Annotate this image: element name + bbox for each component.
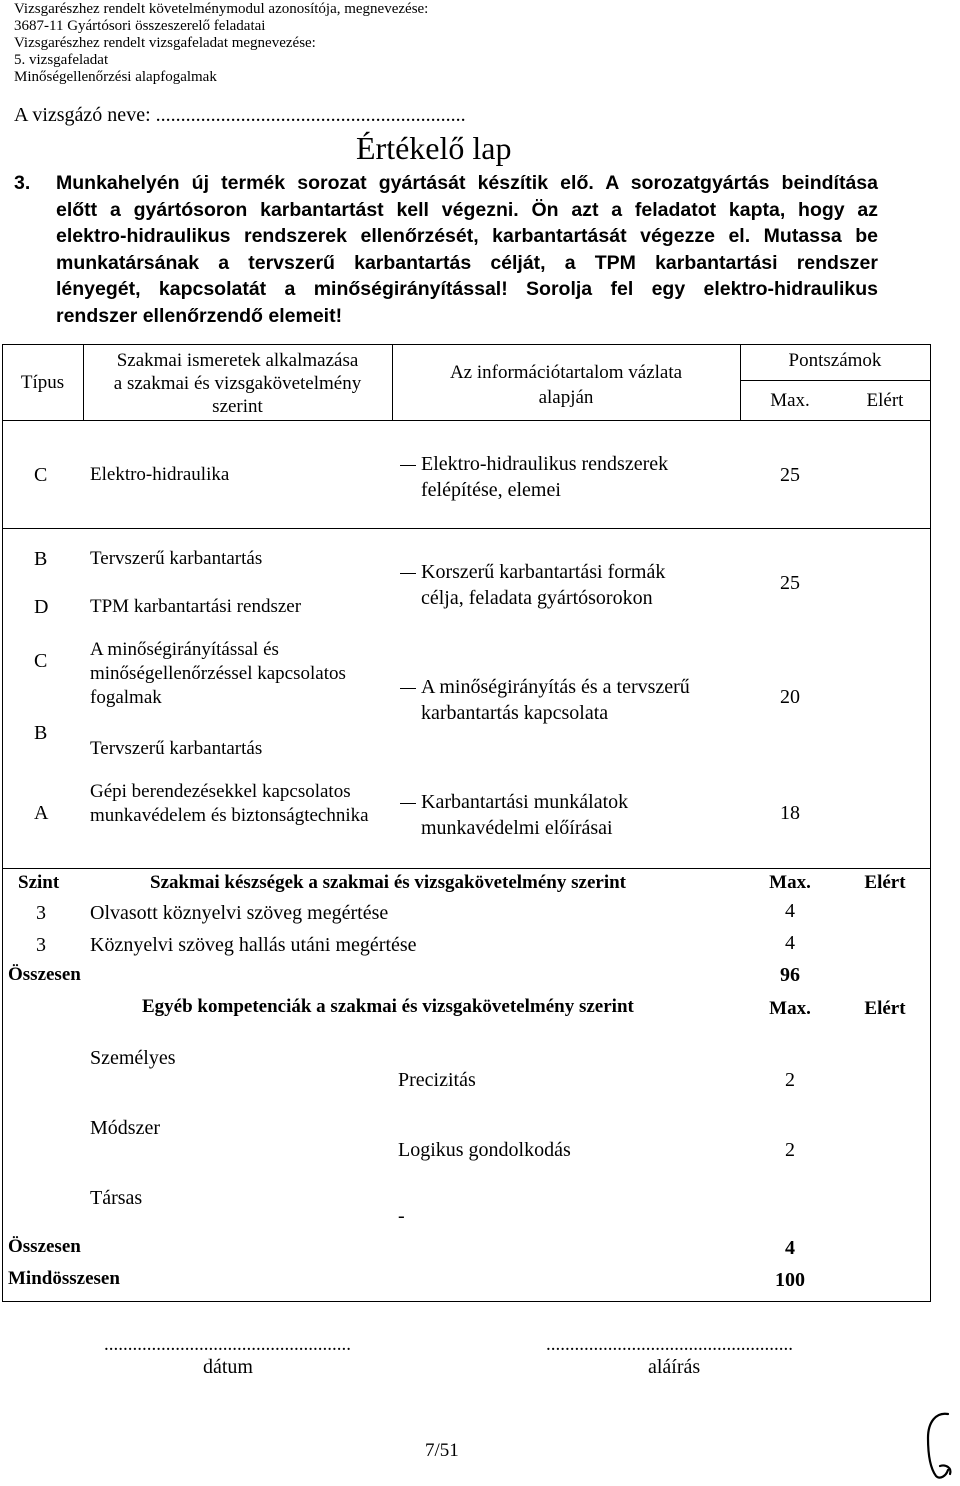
competency-category: Személyes [90,1047,176,1069]
signature-label: aláírás [648,1356,701,1378]
column-header-achieved: Elért [866,390,904,411]
row-knowledge: Gépi berendezésekkel kapcsolatos munkavédelem és biztonságtechnika [90,781,369,826]
row-max-points: 25 [780,464,800,486]
table-border [2,344,931,345]
task-line: Munkahelyén új termék sorozat gyártását készítik elő. A sorozatgyártás beindítása [56,172,878,194]
skills-total-label: Összesen [8,964,81,985]
skill-max: 4 [785,900,795,922]
row-type: B [34,722,48,744]
row-max-points: 20 [780,686,800,708]
row-type: A [34,802,49,824]
table-border [2,1301,931,1302]
handwritten-initial [918,1408,958,1484]
competency-category: Társas [90,1187,143,1209]
table-border [740,380,930,381]
competencies-max-header: Max. [769,998,811,1019]
header-text: szerint [212,396,263,417]
skills-title: Szakmai készségek a szakmai és vizsgakövetelmény szerint [150,872,626,893]
table-border [2,344,3,1301]
row-knowledge: Tervszerű karbantartás [90,548,263,569]
row-type: D [34,596,49,618]
competency-category: Módszer [90,1117,160,1139]
task-number: 3. [14,172,31,194]
skill-level: 3 [36,902,46,924]
module-id-label: Vizsgarészhez rendelt követelménymodul azonosítója, megnevezése: [14,1,429,17]
skills-level-header: Szint [18,872,60,893]
column-header-knowledge [83,349,392,418]
row-type: B [34,548,48,570]
header-text: Az információtartalom vázlata [449,362,683,383]
info-text: Korszerű karbantartási formák [421,561,666,583]
skills-achieved-header: Elért [864,872,906,893]
row-knowledge: TPM karbantartási rendszer [90,596,302,617]
task-line: elektro-hidraulikus rendszerek ellenőrzését, karbantartását végezze el. Mutassa be [56,225,878,247]
table-border [930,344,931,1301]
competency-item: - [398,1205,405,1227]
skills-total: 96 [780,964,800,986]
row-max-points: 18 [780,802,800,824]
competency-max: 2 [785,1069,795,1091]
competencies-achieved-header: Elért [864,998,906,1019]
exam-task-name: Minőségellenőrzési alapfogalmak [14,69,217,85]
page-title: Értékelő lap [356,130,512,166]
skill-name: Olvasott köznyelvi szöveg megértése [90,902,389,924]
task-line: lényegét, kapcsolatát a minőségirányítással! Sorolja fel egy elektro-hidraulikus [56,278,878,300]
row-knowledge: Elektro-hidraulika [90,464,230,485]
date-dots: .................................................... [104,1334,351,1355]
list-dash [400,573,416,574]
skills-max-header: Max. [769,872,811,893]
column-header-type: Típus [20,372,65,393]
competencies-title: Egyéb kompetenciák a szakmai és vizsgakövetelmény szerint [142,996,634,1017]
grand-total: 100 [775,1269,805,1291]
competencies-total-label: Összesen [8,1236,81,1257]
header-text: a szakmai és vizsgakövetelmény [113,373,362,394]
exam-task-label: Vizsgarészhez rendelt vizsgafeladat megnevezése: [14,35,316,51]
header-text: alapján [538,387,594,408]
column-header-info [392,360,740,410]
list-dash [400,465,416,466]
task-description [56,170,878,329]
row-knowledge: Tervszerű karbantartás [90,738,263,759]
info-text: karbantartás kapcsolata [421,702,609,724]
header-text: Szakmai ismeretek alkalmazása [116,350,359,371]
row-info [421,559,665,611]
info-text: munkavédelmi előírásai [421,817,613,839]
table-border [2,868,931,869]
info-text: A minőségirányítás és a tervszerű [421,676,690,698]
row-info [421,789,628,841]
row-max-points: 25 [780,572,800,594]
competencies-total: 4 [785,1237,795,1259]
task-line: munkatársának a tervszerű karbantartás célját, a TPM karbantartási rendszer [56,251,878,274]
skill-level: 3 [36,934,46,956]
task-line: rendszer ellenőrzendő elemeit! [56,304,343,327]
info-text: Karbantartási munkálatok [421,791,629,813]
grand-total-label: Mindösszesen [8,1268,120,1289]
column-header-max: Max. [770,390,810,411]
signature-dots: .................................................... [546,1334,793,1355]
competency-max: 2 [785,1139,795,1161]
info-text: célja, feladata gyártósorokon [421,587,653,609]
date-label: dátum [203,1356,253,1378]
row-type: C [34,464,48,486]
table-border [2,420,931,421]
list-dash [400,803,416,804]
row-info [421,674,690,726]
skill-max: 4 [785,932,795,954]
competency-item: Logikus gondolkodás [398,1139,571,1161]
row-info [421,451,668,503]
row-type: C [34,650,48,672]
row-knowledge: A minőségirányítással és minőségellenőrzéssel kapcsolatos fogalmak [90,639,346,708]
competency-item: Precizitás [398,1069,476,1091]
skill-name: Köznyelvi szöveg hallás utáni megértése [90,934,417,956]
task-line: előtt a gyártósoron karbantartást kell végezni. Ön azt a feladatot kapta, hogy az [56,198,878,221]
table-border [2,528,931,529]
examinee-name-line: A vizsgázó neve: .............................................................. [14,104,466,126]
info-text: Elektro-hidraulikus rendszerek [421,453,669,475]
info-text: felépítése, elemei [421,479,561,501]
exam-task-number: 5. vizsgafeladat [14,52,109,68]
list-dash [400,688,416,689]
column-header-points: Pontszámok [788,350,882,371]
module-name: 3687-11 Gyártósori összeszerelő feladatai [14,18,266,34]
page-number: 7/51 [425,1440,459,1461]
